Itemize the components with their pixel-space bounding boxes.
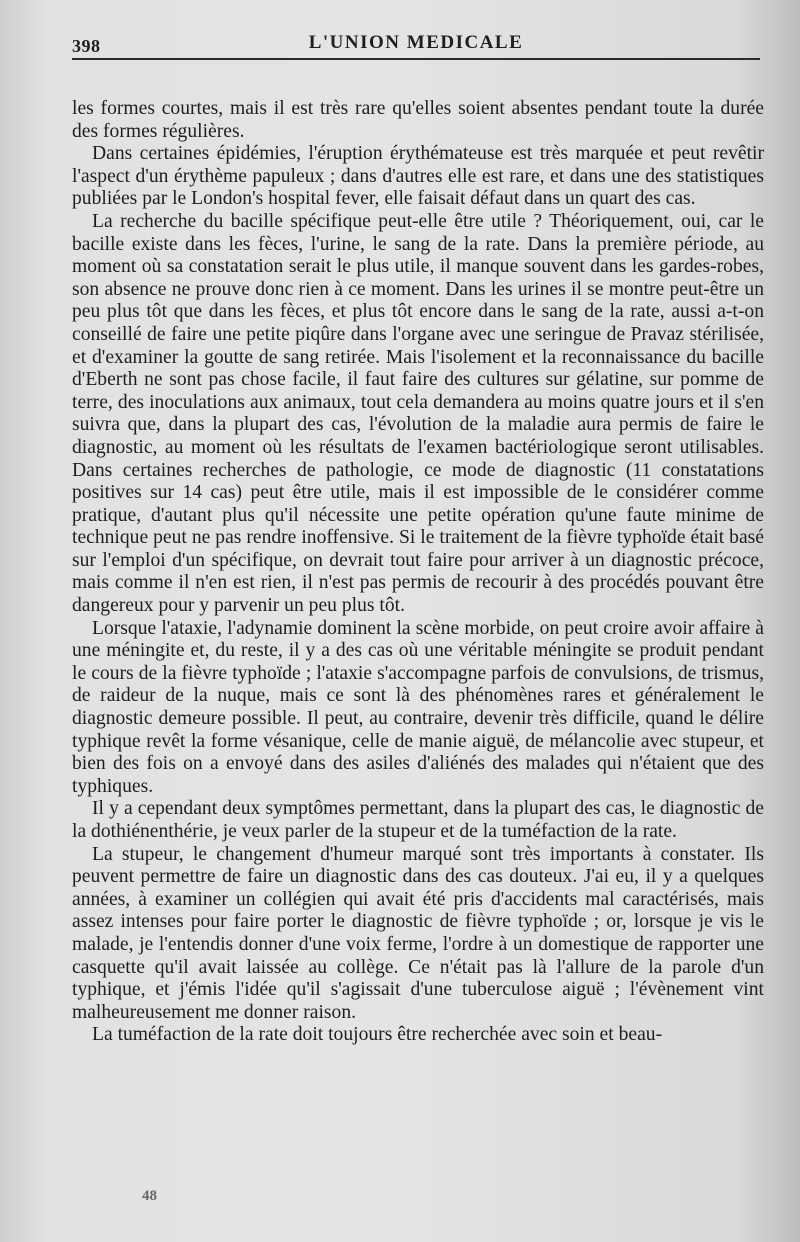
paragraph: La tuméfaction de la rate doit toujours être recherchée avec soin et beau- xyxy=(92,1024,663,1046)
page-number: 398 xyxy=(72,36,101,56)
paragraph: Dans certaines épidémies, l'éruption érythémateuse est très marquée et peut revêtir l'aspect d'un érythème papuleux ; dans d'autres elle est rare, et dans une des statistiques publiées par le London's hospital fever, elle faisait défaut dans un quart des cas. xyxy=(72,143,764,210)
page-header xyxy=(72,24,760,60)
body-text xyxy=(72,98,764,1047)
paragraph: La stupeur, le changement d'humeur marqué sont très importants à constater. Ils peuvent permettre de faire un diagnostic dans des cas douteux. J'ai eu, il y a quelques années, à examiner un collégien qui avait été pris d'accidents mal caractérisés, mais assez intenses pour faire porter le diagnostic de fièvre typhoïde ; or, lorsque je vis le malade, je l'entendis donner d'une voix ferme, l'ordre à un domestique de rapporter une casquette qu'il avait laissée au collège. Ce n'était pas là l'allure de la parole d'un typhique, et j'émis l'idée qu'il s'agissait d'une tuberculose aiguë ; l'évènement vint malheureusement me donner raison. xyxy=(72,843,764,1023)
signature-mark: 48 xyxy=(142,1188,157,1204)
paragraph: La recherche du bacille spécifique peut-elle être utile ? Théoriquement, oui, car le bacille existe dans les fèces, l'urine, le sang de la rate. Dans la première période, au moment où sa constatation serait le plus utile, il manque souvent dans les gardes-robes, son absence ne prouve donc rien à ce moment. Dans les urines il se montre peut-être un peu plus tôt que dans les fèces, et plus tôt encore dans le sang de la rate, aussi a-t-on conseillé de faire une petite piqûre dans l'organe avec une seringue de Pravaz stérilisée, et d'examiner la goutte de sang retirée. Mais l'isolement et la reconnaissance du bacille d'Eberth ne sont pas chose facile, il faut faire des cultures sur gélatine, sur pomme de terre, des inoculations aux animaux, tout cela demandera au moins quatre jours et il s'en suivra que, dans la plupart des cas, l'évolution de la maladie aura permis de faire le diagnostic, au moment où les résultats de l'examen bactériologique seront utilisables. Dans certaines recherches de pathologie, ce mode de diagnostic (11 constatations positives sur 14 cas) peut être utile, mais il est impossible de le considérer comme pratique, d'autant plus qu'il nécessite une petite opération qu'une faute minime de technique peut ne pas rendre inoffensive. Si le traitement de la fièvre typhoïde était basé sur l'emploi d'un spécifique, on devrait tout faire pour arriver à un diagnostic précoce, mais comme il n'en est rien, il n'est pas permis de recourir à des procédés pouvant être dangereux pour y parvenir un peu plus tôt. xyxy=(72,210,764,617)
paragraph: les formes courtes, mais il est très rare qu'elles soient absentes pendant toute la durée des formes régulières. xyxy=(72,98,764,142)
paragraph: Lorsque l'ataxie, l'adynamie dominent la scène morbide, on peut croire avoir affaire à une méningite et, du reste, il y a des cas où une véritable méningite se produit pendant le cours de la fièvre typhoïde ; l'ataxie s'accompagne parfois de convulsions, de trismus, de raideur de la nuque, mais ce sont là des phénomènes rares et généralement le diagnostic demeure possible. Il peut, au contraire, devenir très difficile, quand le délire typhique revêt la forme vésanique, celle de manie aiguë, de mélancolie avec stupeur, et bien des fois on a envoyé dans des asiles d'aliénés des malades qui n'étaient que des typhiques. xyxy=(72,617,764,797)
running-title: L'UNION MEDICALE xyxy=(308,32,524,53)
paragraph: Il y a cependant deux symptômes permettant, dans la plupart des cas, le diagnostic de la dothiénenthérie, je veux parler de la stupeur et de la tuméfaction de la rate. xyxy=(72,798,764,842)
